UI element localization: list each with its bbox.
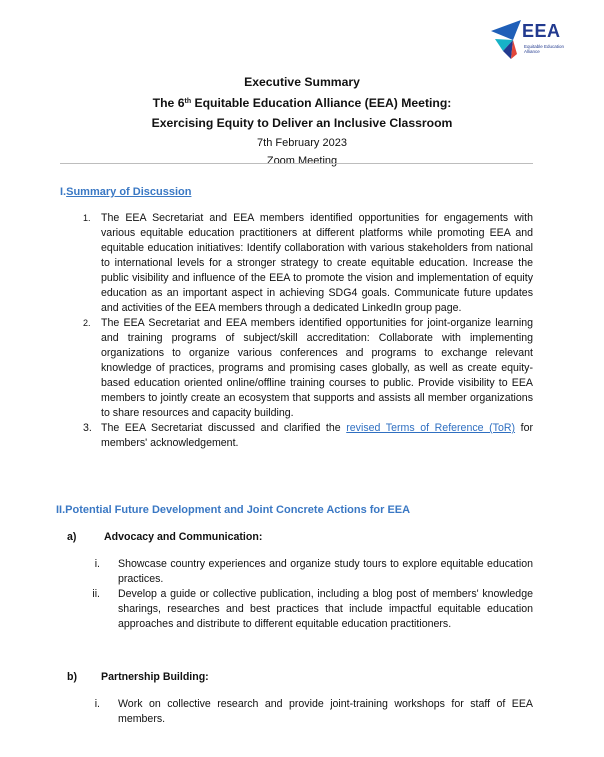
- section-2-title: Potential Future Development and Joint Concrete Actions for EEA: [65, 504, 411, 516]
- tor-text-after: for members' acknowledgement.: [101, 422, 533, 449]
- meeting-venue: Zoom Meeting: [266, 154, 338, 167]
- doc-title: Executive Summary: [244, 75, 360, 89]
- subsection-b-letter: b): [67, 671, 77, 683]
- subsection-a-title: Advocacy and Communication:: [104, 531, 263, 543]
- list-item-number: ii.: [92, 588, 100, 600]
- logo-wordmark: EEA: [522, 21, 561, 41]
- section-2-heading: [56, 503, 410, 517]
- advocacy-list: [70, 557, 533, 632]
- doc-subtitle: Exercising Equity to Deliver an Inclusive Classroom: [151, 116, 453, 130]
- section-2-number: II.: [56, 504, 66, 516]
- eea-logo-mark-icon: [491, 18, 523, 60]
- logo-tagline-1: Equitable Education: [524, 44, 565, 49]
- logo-tagline-2: Alliance: [524, 49, 540, 54]
- list-item-text: Showcase country experiences and organize study tours to explore equitable education practices.: [118, 558, 533, 585]
- list-item-number: i.: [94, 558, 100, 570]
- list-item: [83, 421, 533, 451]
- document-header: [0, 72, 604, 170]
- list-item-number: 1.: [83, 213, 91, 223]
- meeting-date: 7th February 2023: [257, 136, 347, 149]
- list-item: [83, 316, 533, 421]
- meeting-line: [0, 93, 604, 114]
- eea-logo: [491, 18, 571, 60]
- list-item-text: Develop a guide or collective publication, including a blog post of members' knowledge sharings, researches and best practices that include impactful equitable education approaches and distribute to different equitable education practitioners.: [118, 588, 533, 630]
- subsection-b-title: Partnership Building:: [101, 671, 209, 683]
- tor-text-before: The EEA Secretariat discussed and clarified the: [101, 422, 347, 434]
- list-item-text: The EEA Secretariat and EEA members identified opportunities for engagements with various equitable education practitioners at different platforms while promoting EEA and equitable education initiatives: Identify collaboration with various stakeholders from national to international levels for a stronger strategy to create equitable education. Increase the public visibility and influence of the EEA to promote the vision and implementation of equity education as an important aspect in achieving SDG4 goals. Communicate future updates and activities of the EEA members through a dedicated LinkedIn group page.: [101, 212, 533, 314]
- list-item: [70, 697, 533, 727]
- meeting-line-suffix: Equitable Education Alliance (EEA) Meeting:: [191, 95, 452, 110]
- meeting-line-sup: th: [184, 97, 192, 105]
- section-1-title-link[interactable]: Summary of Discussion: [66, 186, 192, 198]
- meeting-line-prefix: The 6: [152, 95, 185, 110]
- list-item-number: 2.: [83, 318, 91, 328]
- header-divider: [60, 163, 533, 164]
- list-item-text: Work on collective research and provide joint-training workshops for staff of EEA members.: [118, 698, 533, 725]
- section-1-number: I.: [60, 186, 67, 198]
- list-item-number: i.: [94, 698, 100, 710]
- partnership-list: [70, 697, 533, 727]
- list-item: [83, 211, 533, 316]
- list-item-text: The EEA Secretariat and EEA members identified opportunities for joint-organize learning and training programs of subject/skill accreditation: Collaborate with implementing organizations to organize various conferences and programs to exchange relevant knowledge of practices, programs and promising cases globally, as well as create equity-based education oriented online/offline training courses to public. Provide visibility to EEA members to jointly create an ecosystem that supports and assists all member organizations to share resources and capacity building.: [101, 317, 533, 419]
- tor-link[interactable]: revised Terms of Reference (ToR): [346, 422, 516, 434]
- section-1-heading: [60, 185, 191, 199]
- list-item: [70, 587, 533, 632]
- discussion-list: [83, 211, 533, 451]
- list-item-number: 3.: [83, 422, 92, 434]
- list-item-text: [101, 421, 533, 451]
- subsection-a-letter: a): [67, 531, 77, 543]
- list-item: [70, 557, 533, 587]
